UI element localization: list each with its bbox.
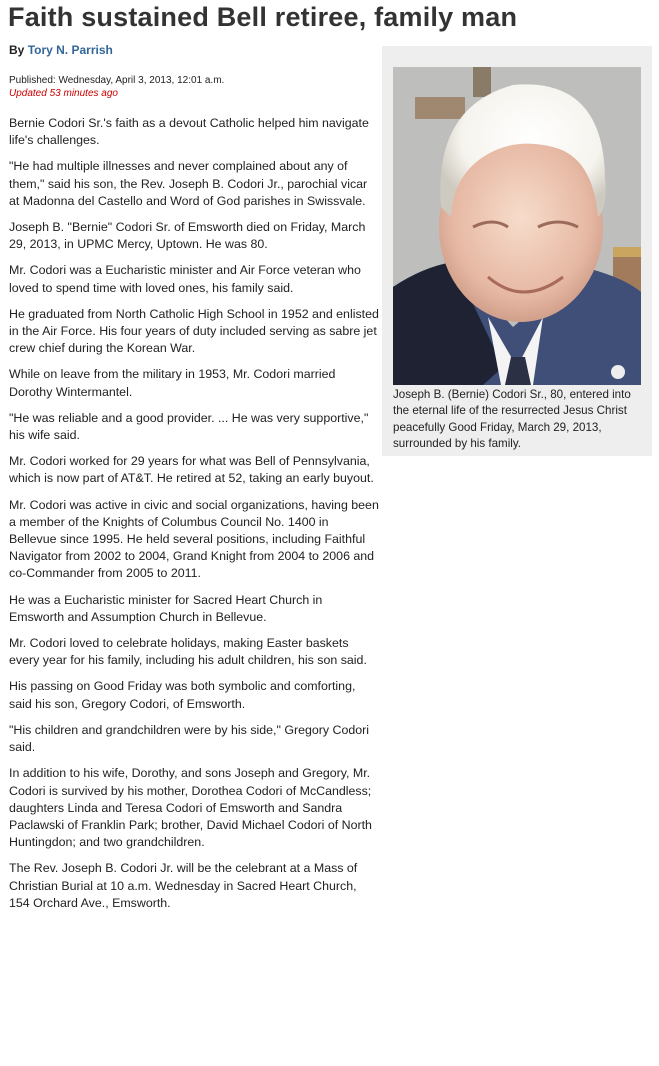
article-paragraph: "His children and grandchildren were by his side," Gregory Codori said. bbox=[9, 722, 370, 755]
headline: Faith sustained Bell retiree, family man bbox=[8, 2, 518, 32]
article-paragraph: In addition to his wife, Dorothy, and sons Joseph and Gregory, Mr. Codori is survived by his mother, Dorothea Codori of McCandless; daughters Linda and Teresa Codori of Emsworth and Sandra Paclawski of Franklin Park; brother, David Michael Codori of North Huntingdon; and two grandchildren. bbox=[9, 766, 372, 850]
article-paragraph: Bernie Codori Sr.'s faith as a devout Catholic helped him navigate life's challenges. bbox=[9, 116, 369, 148]
updated-time: Updated 53 minutes ago bbox=[9, 88, 118, 99]
article-paragraph: He was a Eucharistic minister for Sacred Heart Church in Emsworth and Assumption Church in Bellevue. bbox=[9, 592, 323, 624]
timestamps bbox=[9, 74, 224, 100]
photo-caption: Joseph B. (Bernie) Codori Sr., 80, entered into the eternal life of the resurrected Jesus Christ peacefully Good Friday, March 29, 2013, surrounded by his family. bbox=[393, 388, 631, 451]
article-paragraph: Joseph B. "Bernie" Codori Sr. of Emsworth died on Friday, March 29, 2013, in UPMC Mercy, Uptown. He was 80. bbox=[9, 220, 366, 252]
article-paragraph: Mr. Codori was active in civic and social organizations, having been a member of the Knights of Columbus Council No. 1400 in Bellevue since 1995. He held several positions, including Faithful Navigator from 2002 to 2004, Grand Knight from 2004 to 2006 and co-Commander from 2005 to 2011. bbox=[9, 497, 379, 581]
photo-sidebar bbox=[382, 46, 652, 456]
article-paragraph: He graduated from North Catholic High School in 1952 and enlisted in the Air Force. His four years of duty included serving as sabre jet crew chief during the Korean War. bbox=[9, 306, 379, 356]
published-date: Published: Wednesday, April 3, 2013, 12:01 a.m. bbox=[9, 75, 225, 86]
article-paragraph: The Rev. Joseph B. Codori Jr. will be the celebrant at a Mass of Christian Burial at 10 a.m. Wednesday in Sacred Heart Church, 154 Orchard Ave., Emsworth. bbox=[9, 861, 358, 910]
author-link[interactable]: Tory N. Parrish bbox=[27, 43, 113, 57]
article-paragraph: "He was reliable and a good provider. ... He was very supportive," his wife said. bbox=[9, 410, 369, 443]
byline bbox=[9, 43, 113, 57]
article-paragraph: His passing on Good Friday was both symbolic and comforting, said his son, Gregory Codori, of Emsworth. bbox=[9, 679, 356, 711]
article-paragraph: Mr. Codori loved to celebrate holidays, making Easter baskets every year for his family, including his adult children, his son said. bbox=[9, 636, 367, 668]
article-paragraph: Mr. Codori was a Eucharistic minister and Air Force veteran who loved to spend time with loved ones, his family said. bbox=[9, 263, 361, 295]
portrait-photo[interactable] bbox=[393, 67, 641, 385]
article-paragraph: While on leave from the military in 1953, Mr. Codori married Dorothy Wintermantel. bbox=[9, 367, 336, 399]
byline-prefix: By bbox=[9, 43, 25, 57]
article-paragraph: "He had multiple illnesses and never complained about any of them," said his son, the Rev. Joseph B. Codori Jr., parochial vicar at Madonna del Castello and Word of God parishes in Swissvale. bbox=[9, 159, 368, 208]
article-paragraph: Mr. Codori worked for 29 years for what was Bell of Pennsylvania, which is now part of AT&T. He retired at 52, taking an early buyout. bbox=[9, 454, 374, 486]
article-body bbox=[9, 115, 379, 921]
